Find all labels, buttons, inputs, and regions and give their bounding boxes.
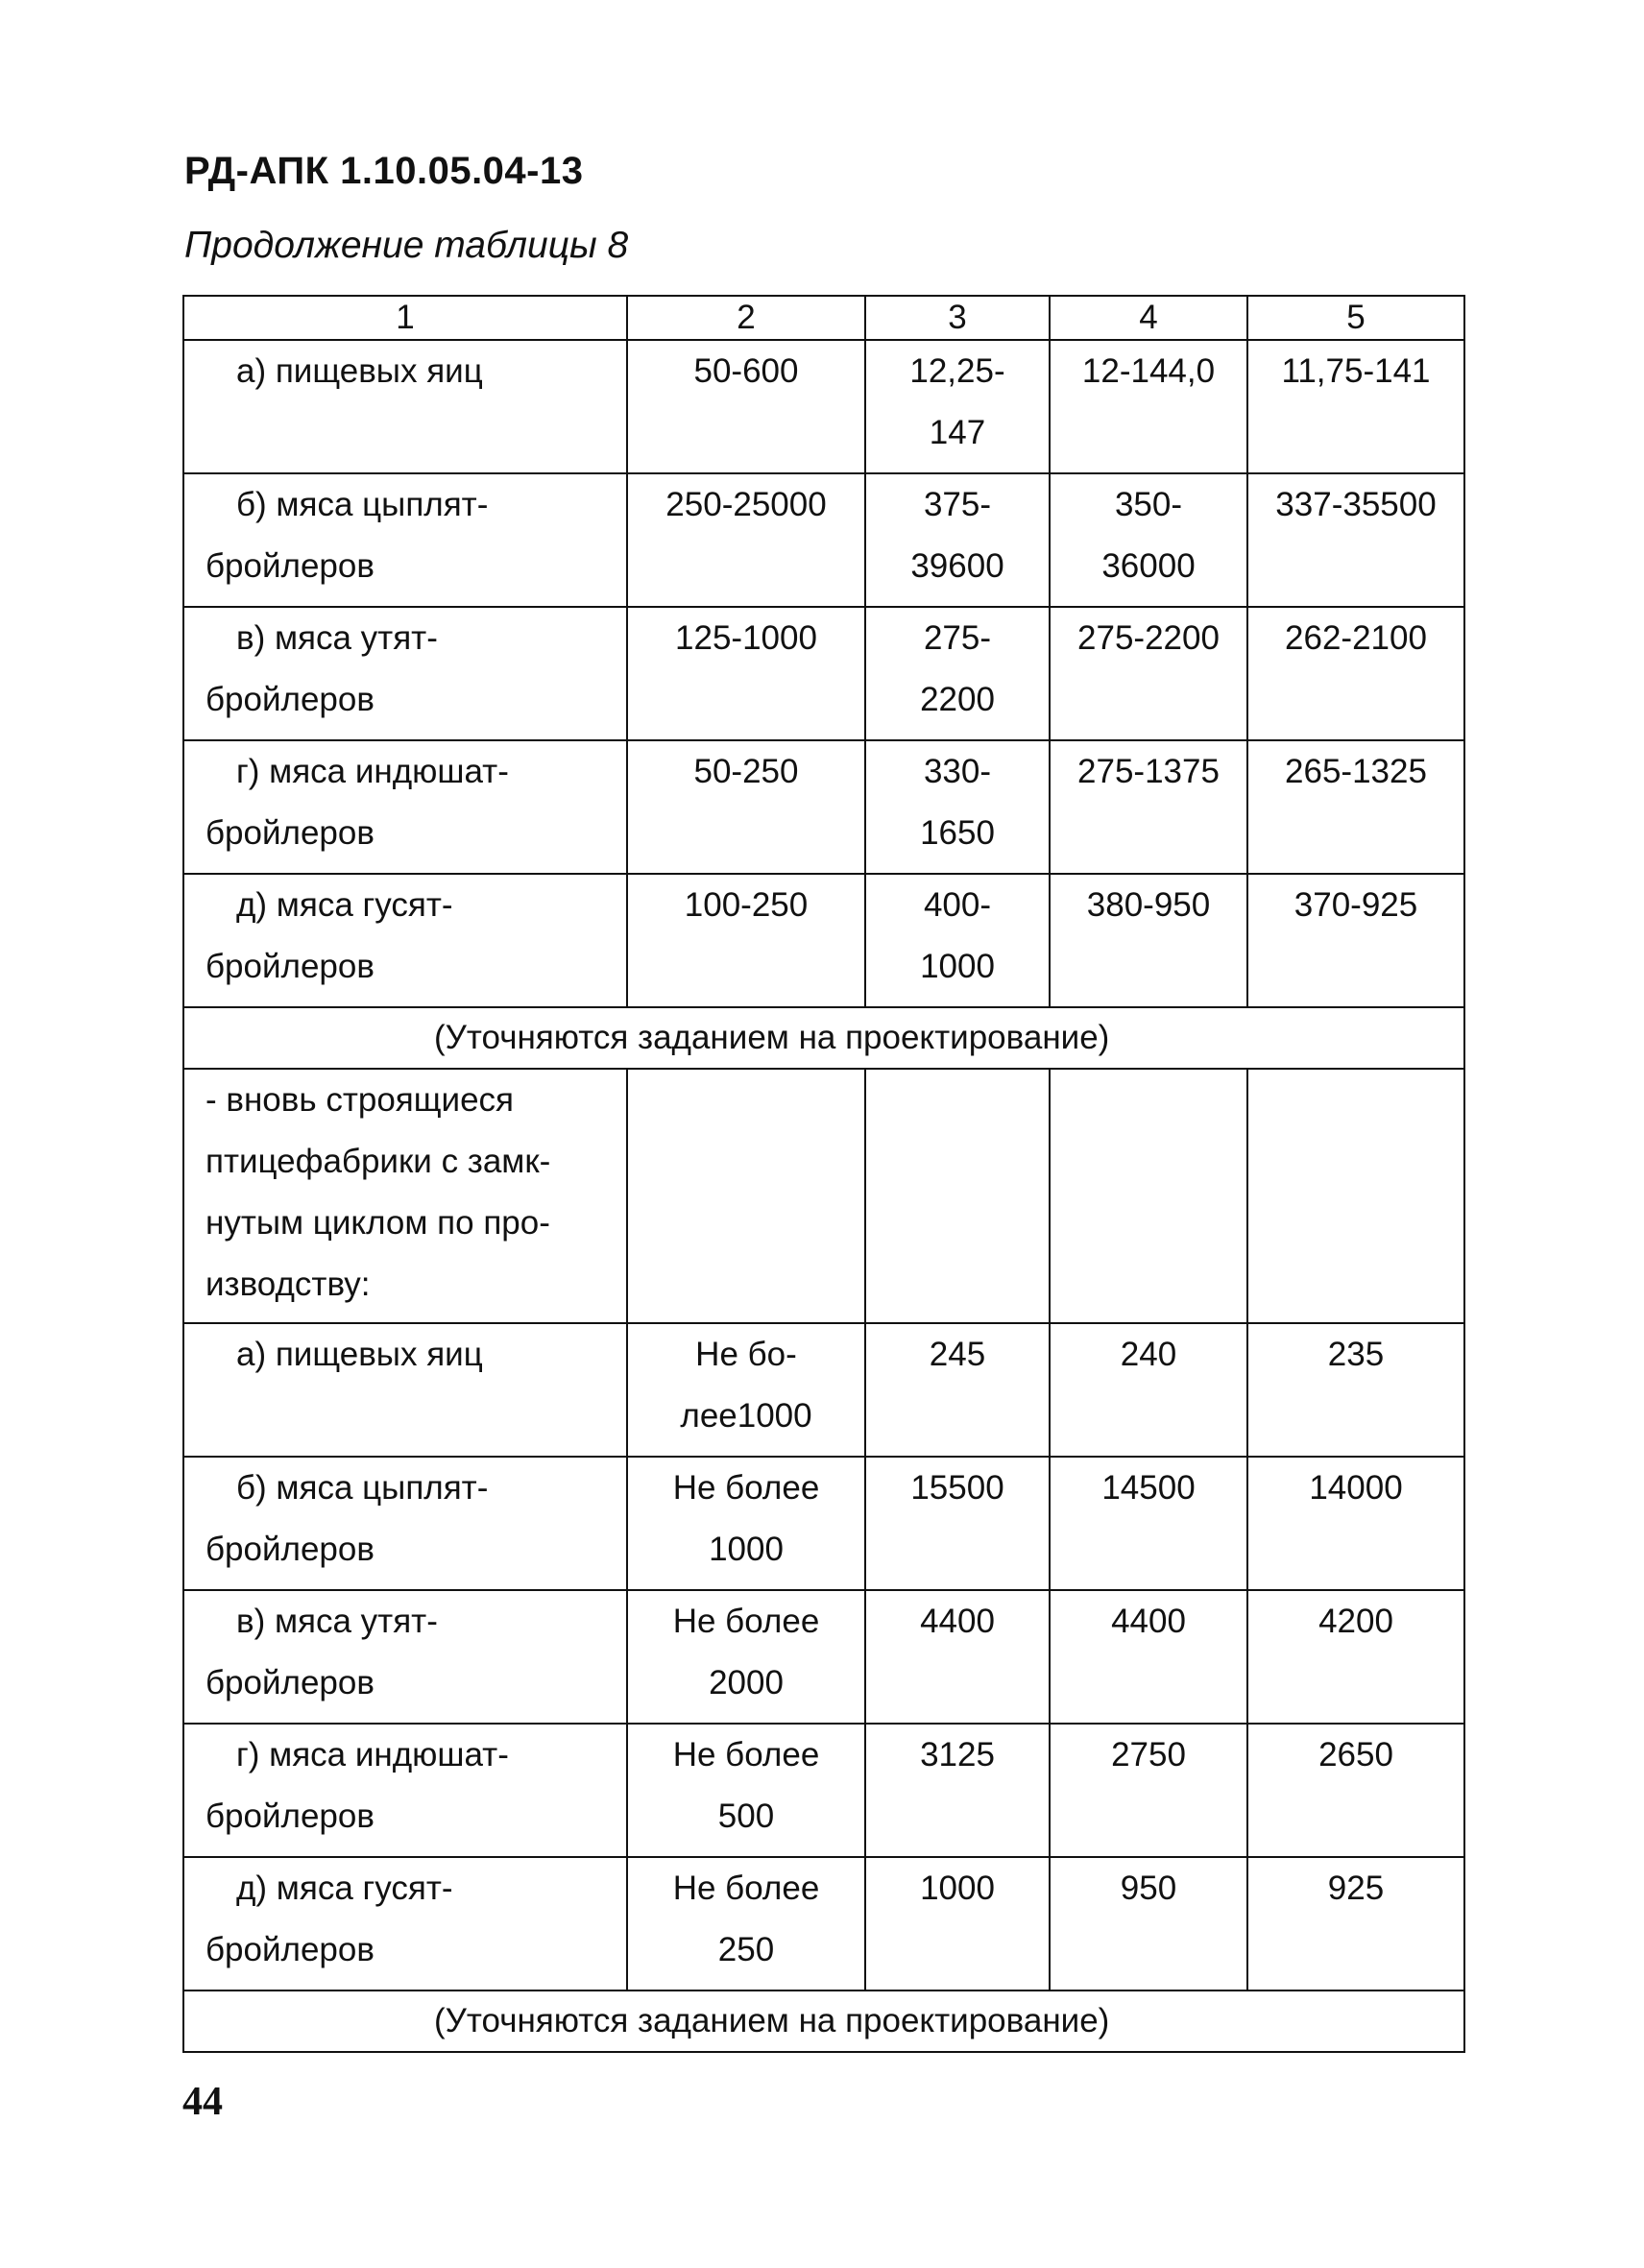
row-label [183,473,627,607]
data-table [182,295,1465,2053]
row-label-line: г) мяса индюшат- [236,1736,509,1773]
column-number: 5 [1247,296,1464,340]
note-text: (Уточняются заданием на проектирование) [183,1007,1464,1069]
row-label-line: в) мяса утят- [236,619,438,657]
table-cell: 950 [1050,1857,1247,1991]
row-label-line: д) мяса гусят- [236,886,453,924]
table-cell: 337-35500 [1247,473,1464,607]
note-row [183,1007,1464,1069]
table-cell: 4200 [1247,1590,1464,1724]
row-label-line: нутым циклом по про- [206,1204,550,1242]
row-label-line: д) мяса гусят- [236,1870,453,1907]
page-number: 44 [182,2080,223,2124]
table-caption: Продолжение таблицы 8 [184,225,629,266]
row-label [183,1323,627,1457]
row-label-line: бройлеров [206,1931,375,1968]
table-cell: 375- 39600 [865,473,1050,607]
column-number: 3 [865,296,1050,340]
table-cell [1247,1069,1464,1323]
table-cell: 265-1325 [1247,740,1464,874]
row-label-line: птицефабрики с замк- [206,1143,551,1180]
table-row [183,1069,1464,1323]
table-row [183,874,1464,1007]
table-cell: 3125 [865,1724,1050,1857]
row-label [183,1857,627,1991]
table-cell: 4400 [1050,1590,1247,1724]
table-cell: 275-1375 [1050,740,1247,874]
row-label-line: бройлеров [206,1664,375,1701]
row-label [183,340,627,473]
table-cell: 125-1000 [627,607,865,740]
table-cell [865,1069,1050,1323]
row-label-line: б) мяса цыплят- [236,486,489,523]
note-text: (Уточняются заданием на проектирование) [183,1991,1464,2052]
table-cell [1050,1069,1247,1323]
table-cell: 350- 36000 [1050,473,1247,607]
row-label [183,1069,627,1323]
row-label-line: г) мяса индюшат- [236,753,509,790]
table-cell: 330- 1650 [865,740,1050,874]
table-cell: 370-925 [1247,874,1464,1007]
row-label-line: а) пищевых яиц [236,352,483,390]
table-cell: 14500 [1050,1457,1247,1590]
row-label-line: изводству: [206,1266,371,1303]
table-cell: Не более 2000 [627,1590,865,1724]
table-row [183,740,1464,874]
table-cell: 2650 [1247,1724,1464,1857]
table-cell: 2750 [1050,1724,1247,1857]
row-label [183,1590,627,1724]
table-row [183,340,1464,473]
row-label-line: бройлеров [206,547,375,585]
row-label [183,1724,627,1857]
note-row [183,1991,1464,2052]
row-label [183,1457,627,1590]
table-cell: 400- 1000 [865,874,1050,1007]
row-label-line: - вновь строящиеся [206,1081,514,1119]
row-label-line: в) мяса утят- [236,1603,438,1640]
table-cell: 50-250 [627,740,865,874]
table-cell: 15500 [865,1457,1050,1590]
table-cell: 12-144,0 [1050,340,1247,473]
table-cell: 250-25000 [627,473,865,607]
table-row [183,1724,1464,1857]
row-label-line: б) мяса цыплят- [236,1469,489,1507]
table-cell: 4400 [865,1590,1050,1724]
row-label-line: бройлеров [206,1798,375,1835]
table-row [183,1857,1464,1991]
table-cell: Не более 1000 [627,1457,865,1590]
table-cell: 50-600 [627,340,865,473]
table-cell: 235 [1247,1323,1464,1457]
table-row [183,473,1464,607]
table-row [183,1323,1464,1457]
table-row [183,1590,1464,1724]
column-number: 2 [627,296,865,340]
column-number: 1 [183,296,627,340]
row-label-line: бройлеров [206,681,375,718]
table-cell: 11,75-141 [1247,340,1464,473]
row-label-line: а) пищевых яиц [236,1336,483,1373]
column-number: 4 [1050,296,1247,340]
table-cell: 275- 2200 [865,607,1050,740]
row-label-line: бройлеров [206,814,375,852]
table-cell: Не бо- лее1000 [627,1323,865,1457]
table-cell: 240 [1050,1323,1247,1457]
table-cell: 12,25- 147 [865,340,1050,473]
table-cell: Не более 500 [627,1724,865,1857]
row-label-line: бройлеров [206,1531,375,1568]
table-cell: 380-950 [1050,874,1247,1007]
table-cell: 275-2200 [1050,607,1247,740]
row-label [183,607,627,740]
table-row [183,607,1464,740]
column-number-row [183,296,1464,340]
table-cell: 14000 [1247,1457,1464,1590]
table-cell: Не более 250 [627,1857,865,1991]
table-cell: 100-250 [627,874,865,1007]
row-label [183,740,627,874]
table-cell: 262-2100 [1247,607,1464,740]
table-cell: 1000 [865,1857,1050,1991]
table-cell: 925 [1247,1857,1464,1991]
document-code: РД-АПК 1.10.05.04-13 [184,150,584,192]
table-row [183,1457,1464,1590]
row-label [183,874,627,1007]
table-cell: 245 [865,1323,1050,1457]
table-cell [627,1069,865,1323]
row-label-line: бройлеров [206,948,375,985]
